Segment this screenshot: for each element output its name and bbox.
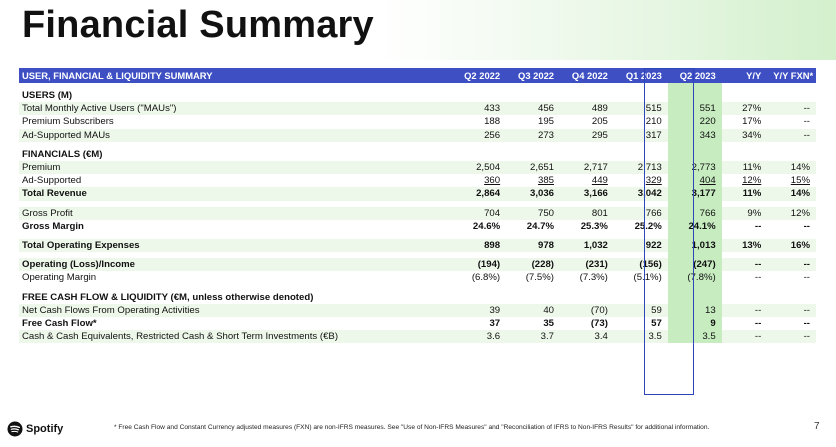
cell-value: 456 <box>506 102 560 115</box>
row-label: Total Operating Expenses <box>19 239 452 252</box>
cell-value: 25.3% <box>580 220 608 232</box>
cell-value: (194) <box>452 258 506 271</box>
cell-value: 750 <box>506 207 560 220</box>
cell-value <box>452 174 506 187</box>
cell-value: 551 <box>668 102 722 115</box>
row-label: Operating (Loss)/Income <box>19 258 452 271</box>
cell-value: 25.2% <box>634 220 662 232</box>
cell-value: (73) <box>590 318 608 330</box>
row-label: Gross Profit <box>19 207 452 220</box>
cell-value: 13% <box>722 239 768 252</box>
cell-value: 14% <box>767 187 816 200</box>
cell-value: 256 <box>452 129 506 142</box>
cell-value: 11% <box>722 187 768 200</box>
header-q1-2023: Q1 2023 <box>614 68 668 83</box>
underlined-value: 329 <box>645 175 662 187</box>
cell-value <box>560 174 614 187</box>
cell-value: 195 <box>537 116 554 128</box>
cell-value: -- <box>803 318 810 330</box>
underlined-value: 449 <box>591 175 608 187</box>
cell-value: -- <box>754 220 762 232</box>
underlined-value: 385 <box>537 175 554 187</box>
cell-value: 801 <box>560 207 614 220</box>
cell-value: 40 <box>506 304 560 317</box>
summary-table <box>19 68 816 343</box>
cell-value: 704 <box>452 207 506 220</box>
cell-value: 24.7% <box>526 220 554 232</box>
cell-value: -- <box>722 258 768 271</box>
table-row <box>19 220 816 233</box>
header-q4-2022: Q4 2022 <box>560 68 614 83</box>
row-label: Ad-Supported <box>22 175 82 187</box>
cell-value: 766 <box>668 207 722 220</box>
header-q2-2023: Q2 2023 <box>668 68 722 83</box>
header-q2-2022: Q2 2022 <box>452 68 506 83</box>
cell-value: 24.6% <box>472 220 501 232</box>
cell-value: 59 <box>614 304 668 317</box>
cell-value: 210 <box>645 116 662 128</box>
cell-value: 489 <box>560 102 614 115</box>
table-row <box>19 187 816 200</box>
cell-value: (7.5%) <box>525 272 554 284</box>
cell-value: 3,036 <box>506 187 560 200</box>
cell-value: 205 <box>591 116 608 128</box>
cell-value: 3,166 <box>560 187 614 200</box>
cell-value: 317 <box>614 129 668 142</box>
cell-value: -- <box>767 129 816 142</box>
underlined-value: 404 <box>699 175 716 187</box>
cell-value: 9 <box>668 317 722 330</box>
cell-value: -- <box>754 318 762 330</box>
cell-value: 27% <box>722 102 768 115</box>
cell-value: -- <box>767 330 816 343</box>
cell-value <box>668 174 722 187</box>
row-label: Premium <box>19 161 452 174</box>
section-heading-row <box>19 148 816 161</box>
cell-value: 898 <box>452 239 506 252</box>
section-heading-row <box>19 291 816 304</box>
cell-value: 2,773 <box>668 161 722 174</box>
section-heading: USERS (M) <box>22 90 73 101</box>
underlined-value: 12% <box>742 175 762 187</box>
cell-value <box>506 174 560 187</box>
page-number: 7 <box>814 421 820 432</box>
cell-value: (7.8%) <box>668 271 722 284</box>
cell-value: 12% <box>767 207 816 220</box>
underlined-value: 15% <box>790 175 810 187</box>
cell-value: 188 <box>484 116 501 128</box>
cell-value: (5.1%) <box>633 272 662 284</box>
cell-value: 3.7 <box>506 330 560 343</box>
table-row <box>19 161 816 174</box>
cell-value: 2,717 <box>560 161 614 174</box>
table-row <box>19 239 816 252</box>
cell-value: -- <box>754 272 762 284</box>
section-heading-row <box>19 89 816 102</box>
cell-value: 17% <box>742 116 762 128</box>
cell-value: 9% <box>722 207 768 220</box>
row-label: Cash & Cash Equivalents, Restricted Cash & Short Term Investments (€B) <box>19 330 452 343</box>
cell-value: 2,651 <box>506 161 560 174</box>
table-row <box>19 115 816 128</box>
cell-value: 220 <box>668 115 722 128</box>
cell-value: 16% <box>767 239 816 252</box>
header-label: USER, FINANCIAL & LIQUIDITY SUMMARY <box>19 68 452 83</box>
brand-name: Spotify <box>26 423 64 435</box>
underlined-value: 360 <box>484 175 501 187</box>
cell-value: (247) <box>668 258 722 271</box>
cell-value: 37 <box>489 318 501 330</box>
cell-value <box>767 174 816 187</box>
cell-value: 35 <box>543 318 554 330</box>
header-q3-2022: Q3 2022 <box>506 68 560 83</box>
table-row <box>19 330 816 343</box>
cell-value: 13 <box>668 304 722 317</box>
cell-value: 1,013 <box>668 239 722 252</box>
cell-value: 343 <box>668 129 722 142</box>
cell-value: 433 <box>452 102 506 115</box>
cell-value: 3.4 <box>560 330 614 343</box>
row-label: Free Cash Flow* <box>22 318 97 330</box>
cell-value: (7.3%) <box>579 272 608 284</box>
table-row <box>19 129 816 142</box>
cell-value: -- <box>767 258 816 271</box>
spotify-logo <box>7 421 63 437</box>
row-label: Total Monthly Active Users ("MAUs") <box>19 102 452 115</box>
section-heading: FINANCIALS (€M) <box>22 148 103 160</box>
row-label: Total Revenue <box>19 187 452 200</box>
row-label: Ad-Supported MAUs <box>19 129 452 142</box>
cell-value: 3.5 <box>668 330 722 343</box>
row-label: Premium Subscribers <box>22 116 114 128</box>
cell-value: 3,042 <box>614 187 668 200</box>
cell-value: -- <box>722 330 768 343</box>
row-label: Gross Margin <box>22 220 84 232</box>
cell-value: 57 <box>651 318 662 330</box>
table-row <box>19 271 816 284</box>
table-row <box>19 317 816 330</box>
cell-value <box>614 174 668 187</box>
cell-value: -- <box>803 220 810 232</box>
cell-value: 766 <box>614 207 668 220</box>
cell-value: 922 <box>614 239 668 252</box>
cell-value: -- <box>767 304 816 317</box>
section-heading: FREE CASH FLOW & LIQUIDITY (€M, unless otherwise denoted) <box>22 291 314 303</box>
cell-value: 11% <box>722 161 768 174</box>
table-header-row <box>19 68 816 83</box>
row-label: Operating Margin <box>22 272 97 284</box>
table-row <box>19 174 816 187</box>
cell-value: 39 <box>452 304 506 317</box>
table-row <box>19 207 816 220</box>
spotify-icon <box>7 421 23 437</box>
cell-value: 273 <box>506 129 560 142</box>
cell-value: 2,713 <box>614 161 668 174</box>
table-row <box>19 102 816 115</box>
cell-value: -- <box>722 304 768 317</box>
cell-value: (70) <box>560 304 614 317</box>
footnote: * Free Cash Flow and Constant Currency adjusted measures (FXN) are non-IFRS measures. See "Use of Non-IFRS Measures" and "Reconciliation of IFRS to Non-IFRS Results" for additional information. <box>114 424 710 431</box>
cell-value: (228) <box>506 258 560 271</box>
cell-value: 978 <box>506 239 560 252</box>
cell-value: 3,177 <box>668 187 722 200</box>
header-yy-fxn: Y/Y FXN* <box>767 68 816 83</box>
cell-value: (156) <box>614 258 668 271</box>
cell-value: 295 <box>560 129 614 142</box>
cell-value: -- <box>767 102 816 115</box>
cell-value: 3.5 <box>614 330 668 343</box>
cell-value: -- <box>803 116 810 128</box>
cell-value: 3.6 <box>452 330 506 343</box>
header-yy: Y/Y <box>722 68 768 83</box>
cell-value: 34% <box>722 129 768 142</box>
row-label: Net Cash Flows From Operating Activities <box>19 304 452 317</box>
cell-value: 24.1% <box>668 220 722 233</box>
cell-value: 515 <box>614 102 668 115</box>
table-body <box>19 83 816 343</box>
cell-value <box>722 174 768 187</box>
cell-value: (6.8%) <box>471 272 501 284</box>
table-row <box>19 258 816 271</box>
cell-value: -- <box>803 272 810 284</box>
cell-value: 2,504 <box>452 161 506 174</box>
cell-value: 1,032 <box>560 239 614 252</box>
cell-value: 14% <box>767 161 816 174</box>
table-row <box>19 304 816 317</box>
cell-value: 2,864 <box>452 187 506 200</box>
page-title: Financial Summary <box>22 4 374 46</box>
cell-value: (231) <box>560 258 614 271</box>
